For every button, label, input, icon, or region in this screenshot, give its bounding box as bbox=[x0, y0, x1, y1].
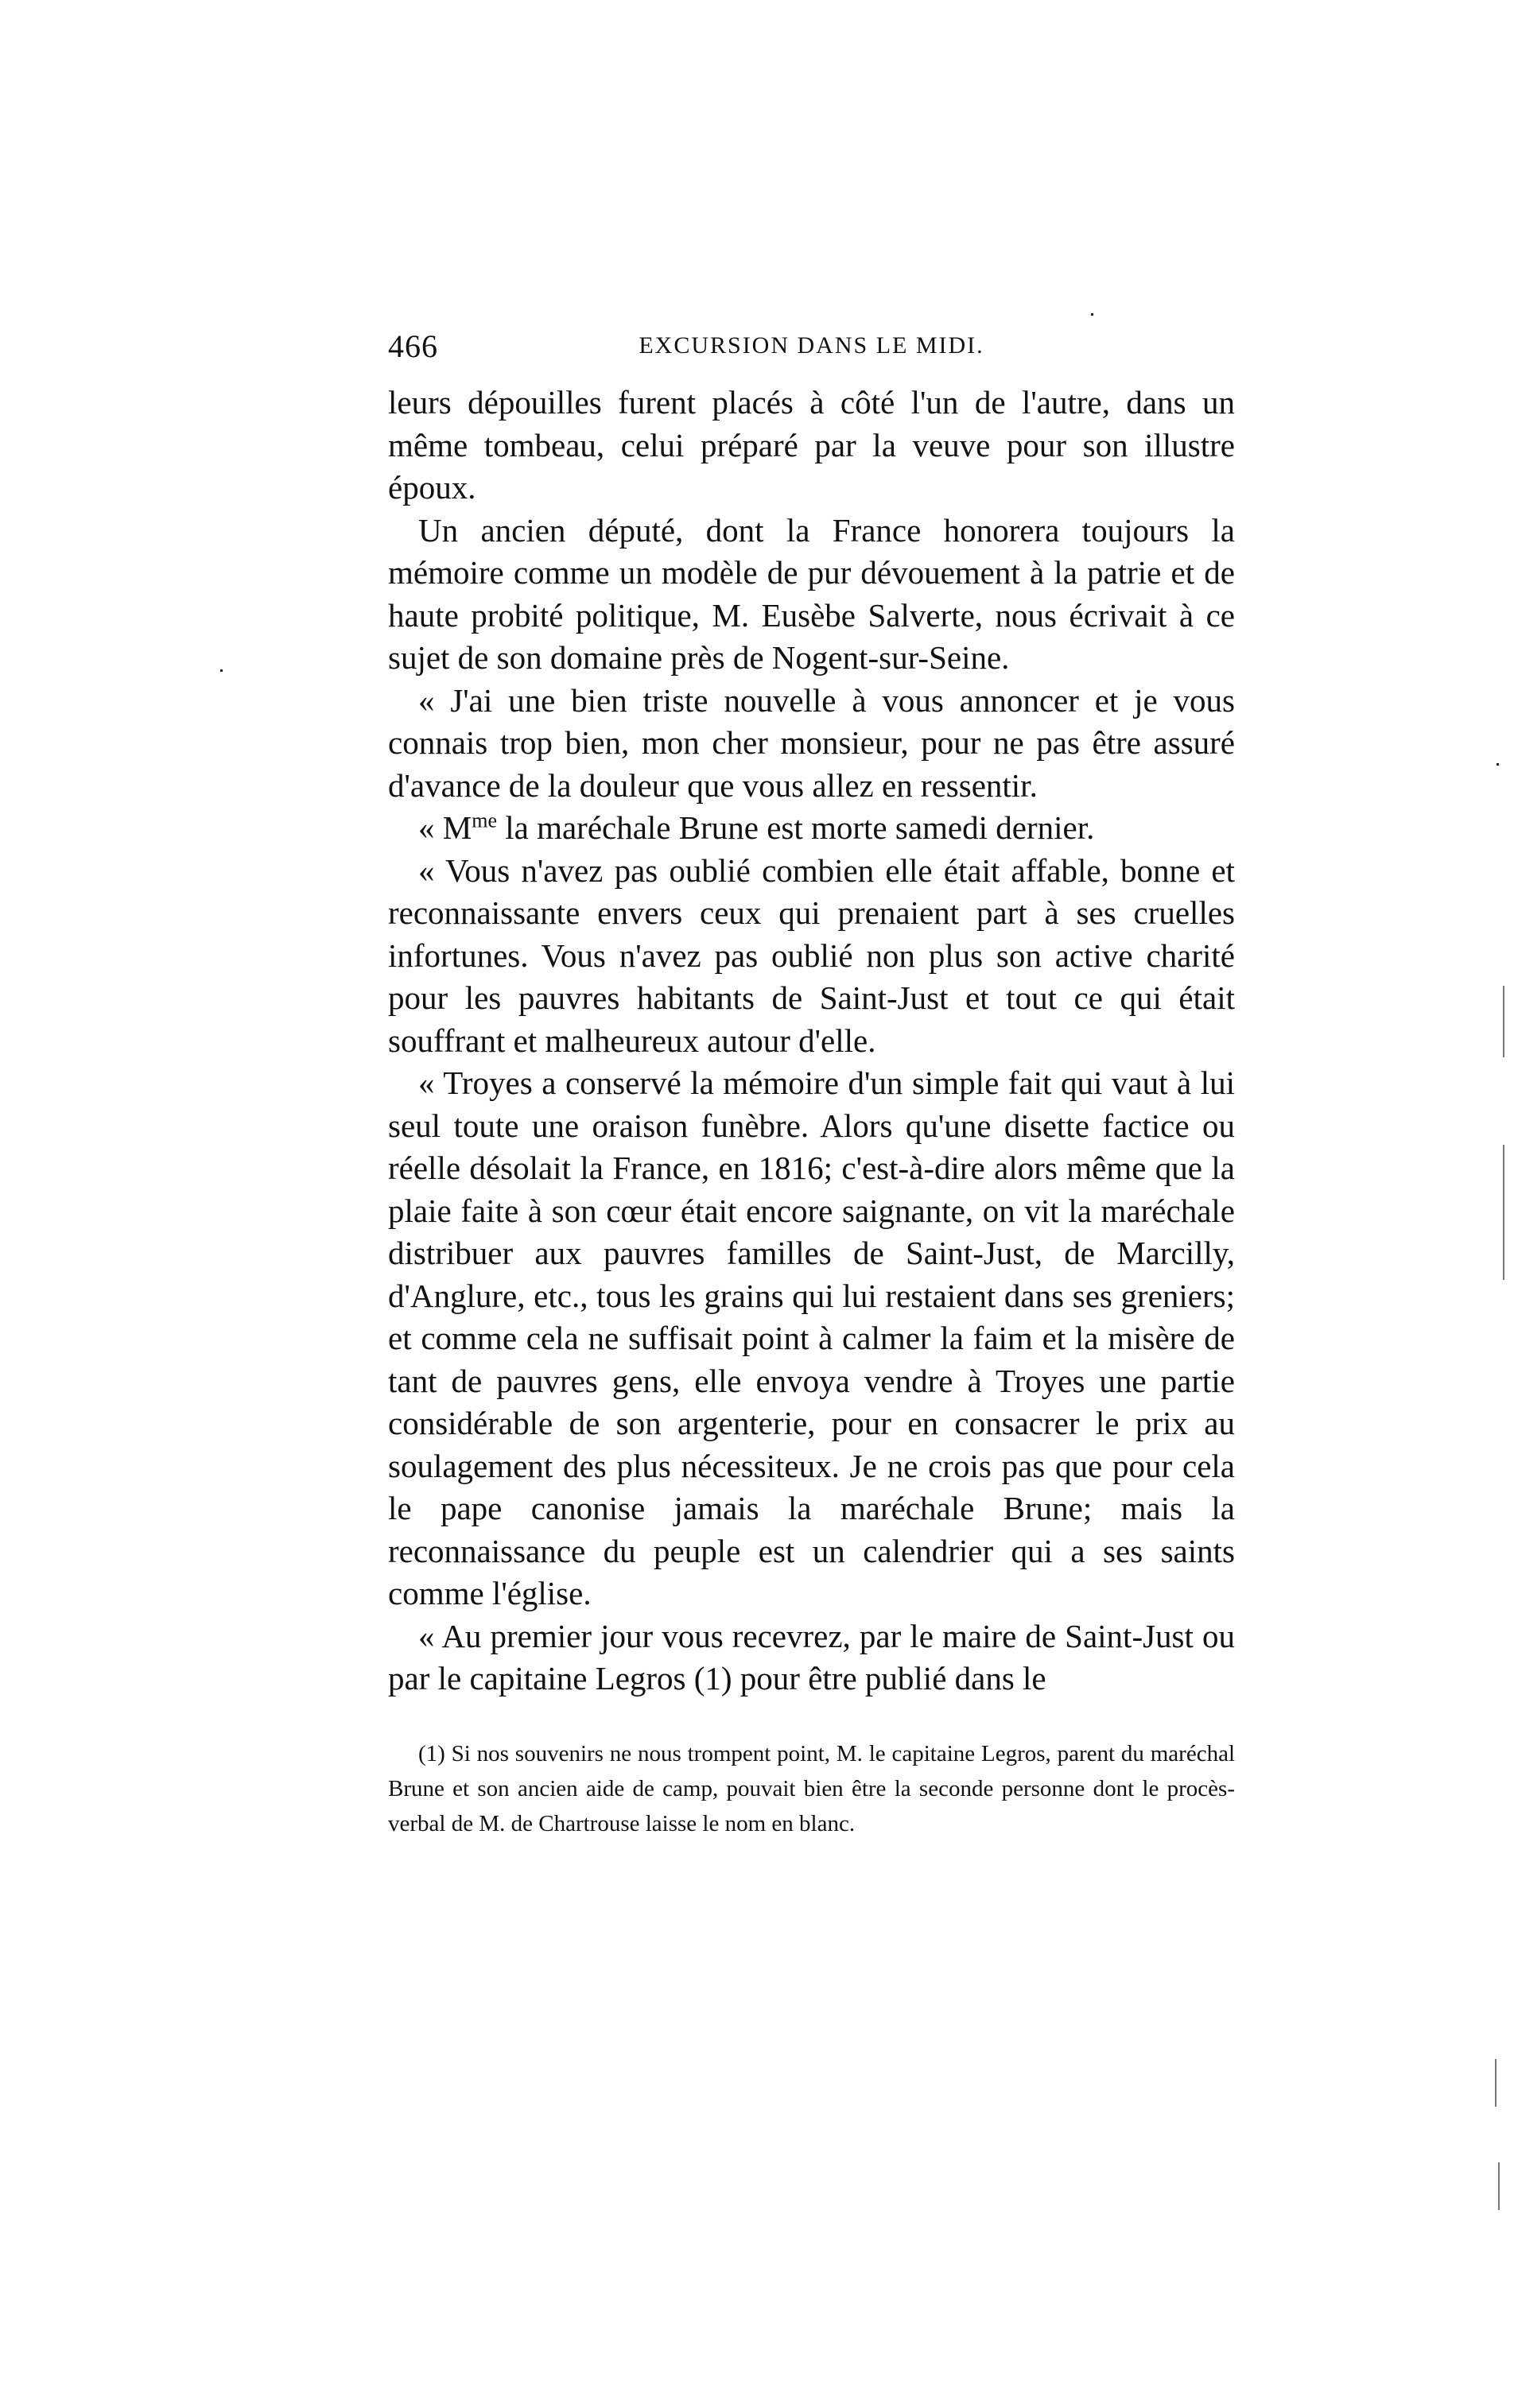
page-number: 466 bbox=[388, 328, 438, 364]
scan-speck bbox=[1091, 313, 1093, 316]
paragraph: leurs dépouilles furent placés à côté l'un de l'autre, dans un même tombeau, celui préparé par la veuve pour son illustre époux. bbox=[388, 384, 1235, 506]
paragraph bbox=[388, 807, 1235, 850]
scan-edge-mark bbox=[1498, 2162, 1500, 2210]
paragraph-rest: la maréchale Brune est morte samedi dernier. bbox=[496, 809, 1095, 846]
scan-edge-mark bbox=[1503, 986, 1504, 1057]
paragraph: « Vous n'avez pas oublié combien elle était affable, bonne et reconnaissante envers ceux qui prenaient part à ses cruelles infortunes. Vous n'avez pas oublié non plus son active charité pour les pauvres habitants de Saint-Just et tout ce qui était souffrant et malheureux autour d'elle. bbox=[388, 851, 1235, 1059]
superscript-abbreviation: me bbox=[472, 808, 497, 832]
running-head bbox=[388, 328, 1235, 367]
scan-edge-mark bbox=[1495, 2059, 1497, 2107]
paragraph: « Au premier jour vous recevrez, par le maire de Saint-Just ou par le capitaine Legros (1) pour être publié dans le bbox=[388, 1617, 1235, 1696]
paragraph: « J'ai une bien triste nouvelle à vous annoncer et je vous connais trop bien, mon cher monsieur, pour ne pas être assuré d'avance de la douleur que vous allez en ressentir. bbox=[388, 681, 1235, 804]
paragraph: « Troyes a conservé la mémoire d'un simple fait qui vaut à lui seul toute une oraison funèbre. Alors qu'une disette factice ou réelle désolait la France, en 1816; c'est-à-dire alors même que la plaie faite à son cœur était encore saignante, on vit la maréchale distribuer aux pauvres familles de Saint-Just, de Marcilly, d'Anglure, etc., tous les grains qui lui restaient dans ses greniers; et comme cela ne suffisait point à calmer la faim et la misère de tant de pauvres gens, elle envoya vendre à Troyes une partie considérable de son argenterie, pour en consacrer le prix au soulagement des plus nécessiteux. Je ne crois pas que pour cela le pape canonise jamais la maréchale Brune; mais la reconnaissance du peuple est un calendrier qui a ses saints comme l'église. bbox=[388, 1064, 1235, 1611]
scan-speck bbox=[220, 669, 223, 672]
paragraph-prefix: « M bbox=[418, 809, 472, 846]
scan-speck bbox=[1497, 763, 1499, 766]
body-text bbox=[388, 382, 1235, 1700]
paragraph: Un ancien député, dont la France honorera toujours la mémoire comme un modèle de pur dévouement à la patrie et de haute probité politique, M. Eusèbe Salverte, nous écrivait à ce sujet de son domaine près de Nogent-sur-Seine. bbox=[388, 511, 1235, 676]
running-title: EXCURSION DANS LE MIDI. bbox=[639, 332, 984, 359]
footnote: (1) Si nos souvenirs ne nous trompent point, M. le capitaine Legros, parent du maréchal Brune et son ancien aide de camp, pouvait bien être la seconde personne dont le procès-verbal de M. de Chartrouse laisse le nom en blanc. bbox=[388, 1741, 1235, 1836]
scan-edge-mark bbox=[1503, 1145, 1504, 1280]
